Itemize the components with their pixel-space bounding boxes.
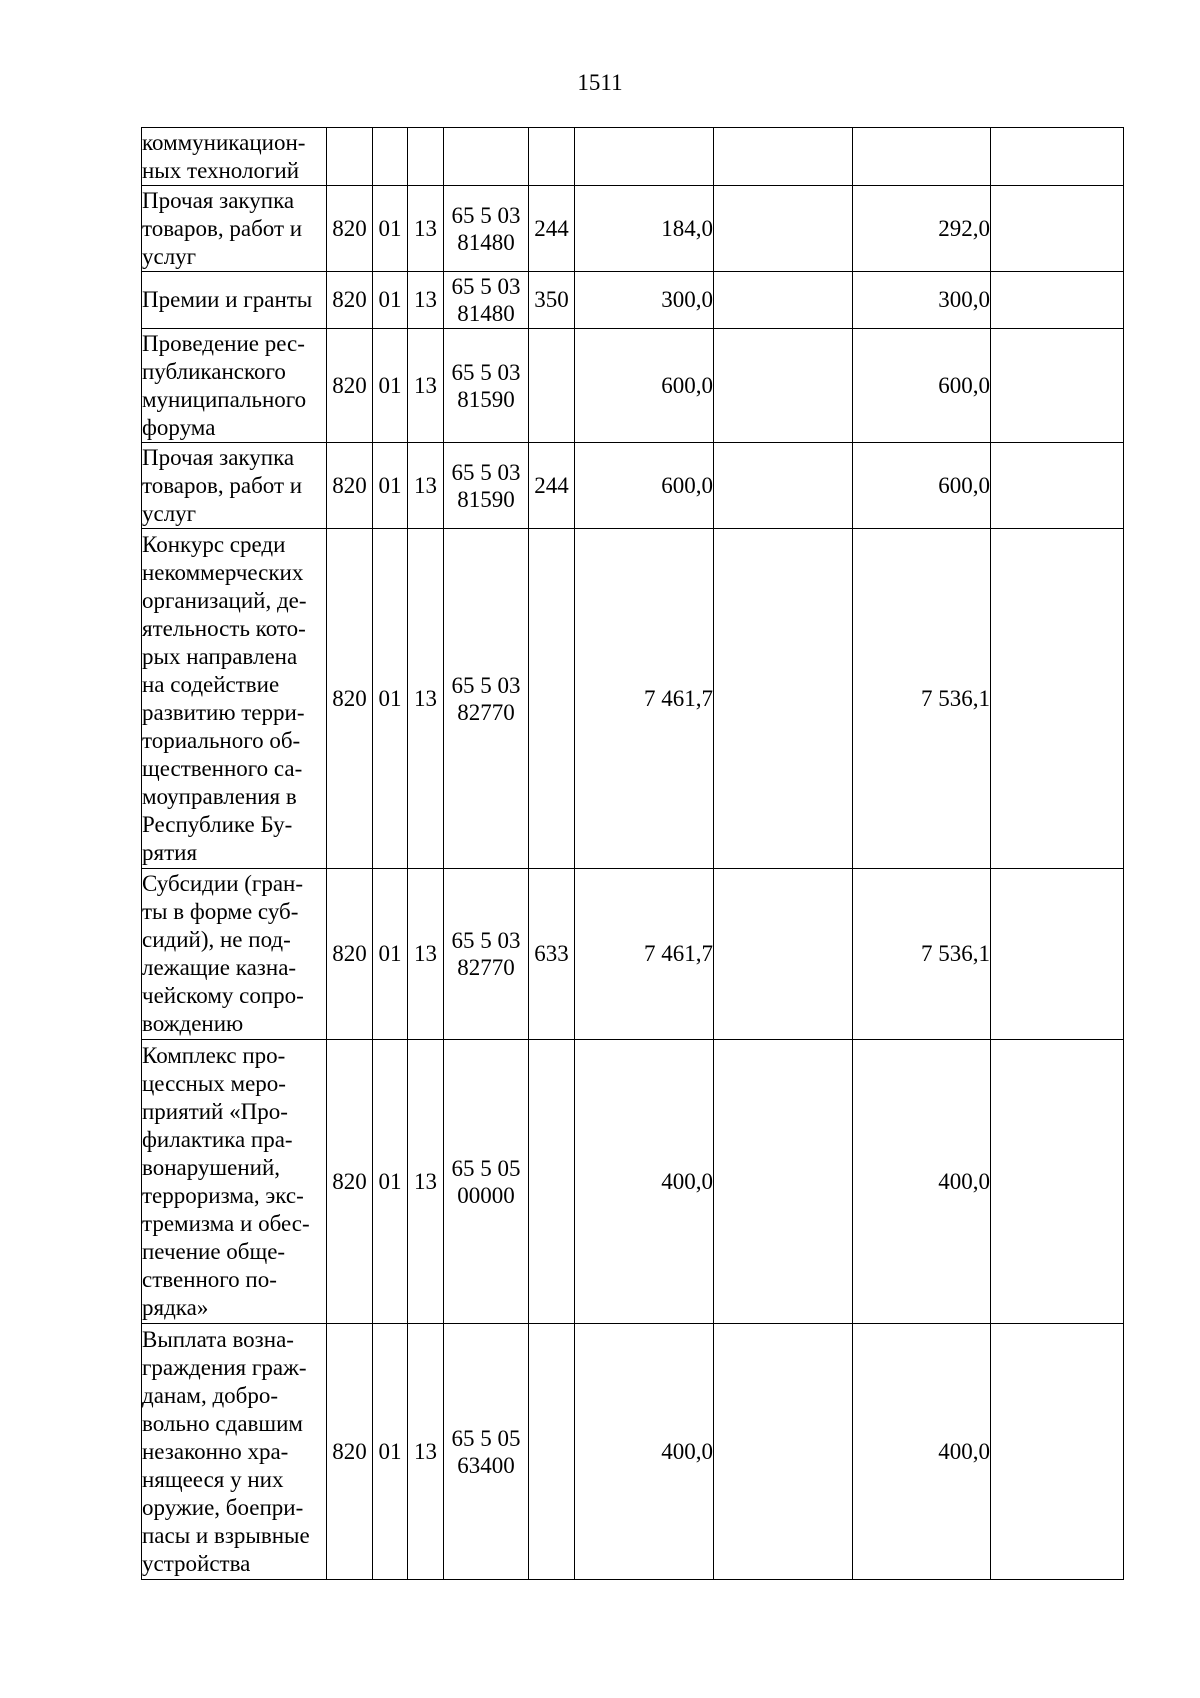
row-name-line: товаров, работ и: [142, 215, 303, 241]
cell-csr-line: 65 5 03: [451, 672, 521, 698]
cell-vr: 633: [529, 869, 575, 1040]
cell-extra: [991, 529, 1124, 869]
cell-csr: [444, 128, 529, 186]
row-name-line: товаров, работ и: [142, 472, 303, 498]
cell-vr: [529, 1324, 575, 1580]
table-row: [142, 272, 1124, 329]
cell-pr: 13: [408, 869, 444, 1040]
cell-sum-1: 400,0: [575, 1040, 714, 1324]
row-name-line: ных технологий: [142, 157, 300, 183]
row-name-line: Прочая закупка: [142, 187, 295, 213]
row-name-line: моуправления в: [142, 783, 297, 809]
row-name-line: Республике Бу-: [142, 811, 293, 837]
cell-extra: [991, 128, 1124, 186]
cell-extra: [991, 186, 1124, 272]
cell-csr: [444, 1040, 529, 1324]
cell-pr: 13: [408, 329, 444, 443]
cell-gr: 820: [327, 1324, 373, 1580]
row-name-line: чейскому сопро-: [142, 983, 304, 1008]
row-name: [142, 869, 327, 1040]
cell-extra: [991, 1324, 1124, 1580]
row-name-line: ственного по-: [142, 1266, 277, 1292]
cell-sum-2: 600,0: [853, 329, 991, 443]
row-name-line: пасы и взрывные: [142, 1522, 310, 1548]
cell-csr: [444, 329, 529, 443]
cell-sum-1: 184,0: [575, 186, 714, 272]
cell-empty: [714, 529, 853, 869]
cell-rz: 01: [373, 1324, 408, 1580]
cell-csr: [444, 443, 529, 529]
row-name-line: ты в форме суб-: [142, 899, 299, 924]
cell-pr: 13: [408, 529, 444, 869]
row-name-line: приятий «Про-: [142, 1098, 288, 1124]
cell-csr-line: 81590: [457, 486, 515, 512]
cell-empty: [714, 186, 853, 272]
row-name-line: терроризма, экс-: [142, 1182, 304, 1208]
row-name: [142, 272, 327, 329]
row-name: [142, 128, 327, 186]
row-name-line: нящееся у них: [142, 1466, 284, 1492]
row-name-line: вольно сдавшим: [142, 1410, 303, 1436]
row-name-line: Прочая закупка: [142, 444, 295, 470]
cell-pr: 13: [408, 443, 444, 529]
row-name-line: цессных меро-: [142, 1070, 286, 1096]
cell-csr-line: 82770: [457, 955, 515, 980]
cell-csr-line: 81480: [457, 229, 515, 255]
cell-rz: 01: [373, 869, 408, 1040]
cell-rz: 01: [373, 329, 408, 443]
cell-sum-2: 300,0: [853, 272, 991, 329]
table-row: [142, 443, 1124, 529]
cell-sum-1: 600,0: [575, 443, 714, 529]
cell-gr: 820: [327, 1040, 373, 1324]
cell-gr: 820: [327, 529, 373, 869]
row-name: [142, 329, 327, 443]
row-name-line: Премии и гранты: [142, 287, 313, 312]
row-name-line: на содействие: [142, 671, 280, 697]
cell-vr: 350: [529, 272, 575, 329]
cell-csr-line: 65 5 03: [451, 928, 521, 953]
cell-sum-2: 292,0: [853, 186, 991, 272]
cell-gr: 820: [327, 186, 373, 272]
table-row: [142, 1324, 1124, 1580]
cell-sum-2: 400,0: [853, 1324, 991, 1580]
row-name-line: незаконно хра-: [142, 1438, 289, 1464]
cell-vr: 244: [529, 186, 575, 272]
row-name: [142, 1324, 327, 1580]
row-name-line: коммуникацион-: [142, 129, 306, 155]
cell-pr: 13: [408, 186, 444, 272]
cell-vr: 244: [529, 443, 575, 529]
cell-extra: [991, 329, 1124, 443]
row-name-line: публиканского: [142, 358, 286, 384]
row-name-line: услуг: [142, 500, 197, 526]
cell-extra: [991, 443, 1124, 529]
page-number: 1511: [577, 70, 623, 95]
cell-csr-line: 65 5 03: [451, 359, 521, 385]
row-name-line: устройства: [142, 1550, 251, 1576]
cell-empty: [714, 128, 853, 186]
cell-csr: [444, 186, 529, 272]
cell-empty: [714, 869, 853, 1040]
row-name: [142, 443, 327, 529]
row-name-line: рятия: [142, 839, 198, 865]
cell-extra: [991, 869, 1124, 1040]
cell-rz: 01: [373, 272, 408, 329]
cell-rz: 01: [373, 1040, 408, 1324]
cell-gr: 820: [327, 329, 373, 443]
cell-sum-1: 400,0: [575, 1324, 714, 1580]
cell-sum-2: [853, 128, 991, 186]
table-row: [142, 529, 1124, 869]
table-row: [142, 128, 1124, 186]
cell-csr-line: 65 5 03: [451, 202, 521, 228]
cell-empty: [714, 1040, 853, 1324]
cell-gr: [327, 128, 373, 186]
cell-vr: [529, 1040, 575, 1324]
cell-rz: 01: [373, 443, 408, 529]
cell-gr: 820: [327, 272, 373, 329]
row-name-line: сидий), не под-: [142, 927, 291, 952]
row-name-line: данам, добро-: [142, 1382, 279, 1408]
cell-pr: 13: [408, 1324, 444, 1580]
cell-sum-2: 600,0: [853, 443, 991, 529]
cell-csr-line: 81480: [457, 301, 515, 326]
cell-extra: [991, 1040, 1124, 1324]
row-name-line: муниципального: [142, 386, 307, 412]
row-name: [142, 1040, 327, 1324]
row-name-line: ятельность кото-: [142, 615, 306, 641]
row-name-line: вождению: [142, 1011, 244, 1036]
cell-gr: 820: [327, 869, 373, 1040]
row-name-line: форума: [142, 414, 216, 440]
cell-csr-line: 65 5 05: [451, 1425, 521, 1451]
row-name-line: оружие, боепри-: [142, 1494, 304, 1520]
cell-empty: [714, 329, 853, 443]
row-name-line: ториального об-: [142, 727, 301, 753]
row-name-line: Проведение рес-: [142, 330, 305, 356]
row-name-line: тремизма и обес-: [142, 1210, 310, 1236]
table-row: [142, 329, 1124, 443]
cell-csr: [444, 529, 529, 869]
row-name-line: услуг: [142, 243, 197, 269]
row-name-line: Субсидии (гран-: [142, 871, 304, 896]
cell-vr: [529, 128, 575, 186]
row-name-line: некоммерческих: [142, 559, 304, 585]
cell-empty: [714, 272, 853, 329]
cell-csr: [444, 272, 529, 329]
cell-sum-2: 400,0: [853, 1040, 991, 1324]
table-row: [142, 869, 1124, 1040]
row-name-line: развитию терри-: [142, 699, 305, 725]
cell-sum-1: 600,0: [575, 329, 714, 443]
cell-gr: 820: [327, 443, 373, 529]
cell-vr: [529, 329, 575, 443]
row-name-line: рых направлена: [142, 643, 298, 669]
row-name-line: вонарушений,: [142, 1154, 281, 1180]
cell-sum-1: 7 461,7: [575, 869, 714, 1040]
cell-sum-1: [575, 128, 714, 186]
cell-csr-line: 81590: [457, 386, 515, 412]
cell-extra: [991, 272, 1124, 329]
cell-csr: [444, 1324, 529, 1580]
row-name-line: филактика пра-: [142, 1126, 293, 1152]
cell-csr-line: 65 5 03: [451, 274, 521, 299]
cell-empty: [714, 1324, 853, 1580]
row-name-line: рядка»: [142, 1294, 209, 1320]
row-name-line: Комплекс про-: [142, 1042, 286, 1068]
cell-sum-2: 7 536,1: [853, 529, 991, 869]
table-body: [142, 128, 1124, 1580]
cell-csr-line: 63400: [457, 1452, 515, 1478]
cell-csr-line: 65 5 03: [451, 459, 521, 485]
budget-table: [141, 127, 1124, 1580]
table-row: [142, 1040, 1124, 1324]
row-name-line: печение обще-: [142, 1238, 286, 1264]
cell-pr: 13: [408, 1040, 444, 1324]
table-row: [142, 186, 1124, 272]
cell-sum-1: 7 461,7: [575, 529, 714, 869]
row-name: [142, 186, 327, 272]
row-name-line: Конкурс среди: [142, 531, 286, 557]
cell-rz: 01: [373, 186, 408, 272]
cell-empty: [714, 443, 853, 529]
cell-sum-2: 7 536,1: [853, 869, 991, 1040]
cell-pr: 13: [408, 272, 444, 329]
cell-csr: [444, 869, 529, 1040]
row-name: [142, 529, 327, 869]
row-name-line: граждения граж-: [142, 1354, 307, 1380]
cell-pr: [408, 128, 444, 186]
cell-rz: 01: [373, 529, 408, 869]
cell-vr: [529, 529, 575, 869]
cell-csr-line: 00000: [457, 1182, 515, 1208]
cell-csr-line: 65 5 05: [451, 1155, 521, 1181]
cell-csr-line: 82770: [457, 699, 515, 725]
row-name-line: организаций, де-: [142, 587, 307, 613]
row-name-line: лежащие казна-: [142, 955, 297, 980]
row-name-line: Выплата возна-: [142, 1326, 294, 1352]
cell-rz: [373, 128, 408, 186]
row-name-line: щественного са-: [142, 755, 303, 781]
cell-sum-1: 300,0: [575, 272, 714, 329]
